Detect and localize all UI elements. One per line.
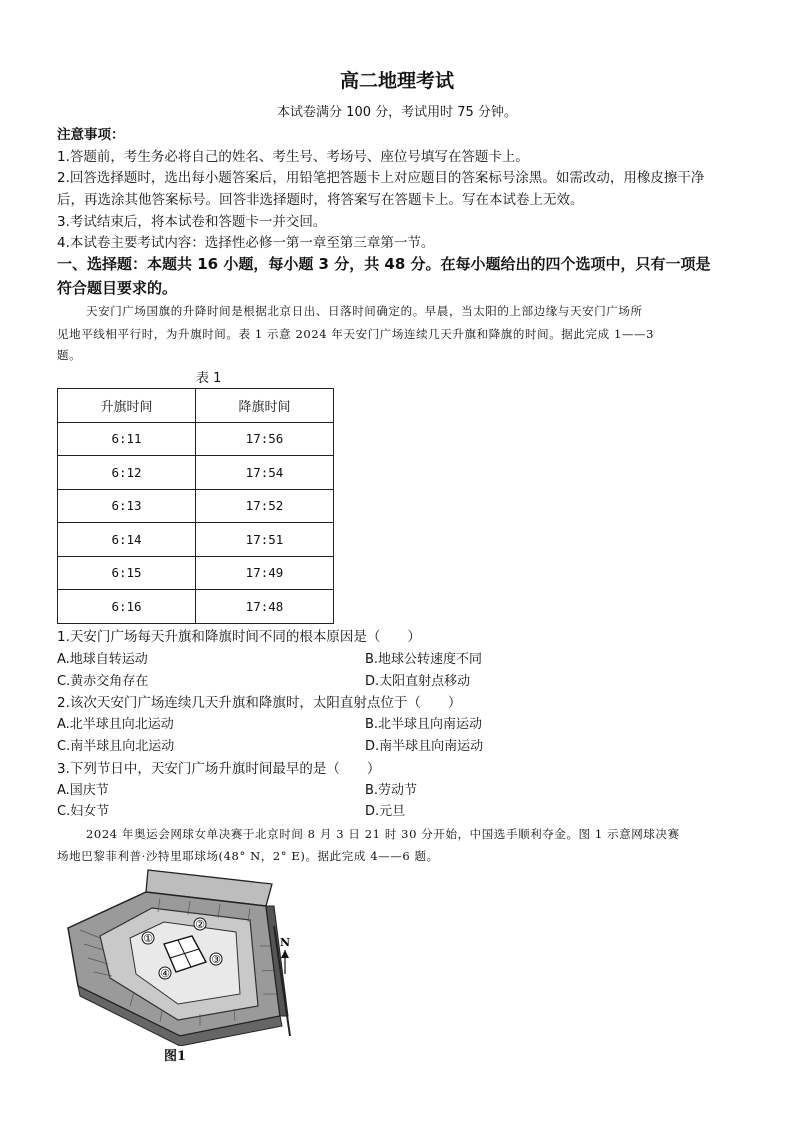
- exam-subtitle: 本试卷满分 100 分，考试用时 75 分钟。: [277, 105, 517, 120]
- question-stem: 3.下列节日中，天安门广场升旗时间最早的是（ ）: [57, 761, 381, 777]
- passage-line: 场地巴黎菲利普·沙特里耶球场(48° N，2° E)。据此完成 4——6 题。: [57, 849, 439, 863]
- question-option[interactable]: D.元旦: [365, 804, 406, 819]
- raise-time: 6:13: [58, 489, 196, 523]
- north-label: N: [279, 936, 291, 949]
- flag-time-table: [57, 388, 334, 624]
- table-row: [58, 556, 334, 590]
- marker-1: ①: [143, 932, 153, 945]
- question-option[interactable]: B.劳动节: [365, 783, 418, 798]
- passage-line: 题。: [57, 348, 82, 362]
- question-option[interactable]: A.北半球且向北运动: [57, 717, 174, 732]
- note-item: 4.本试卷主要考试内容：选择性必修一第一章至第三章第一节。: [57, 235, 435, 251]
- table-row: [58, 456, 334, 490]
- lower-time: 17:48: [196, 590, 334, 624]
- question-option[interactable]: B.地球公转速度不同: [365, 652, 483, 667]
- raise-time: 6:16: [58, 590, 196, 624]
- exam-title: 高二地理考试: [339, 70, 454, 92]
- note-item: 1.答题前，考生务必将自己的姓名、考生号、考场号、座位号填写在答题卡上。: [57, 149, 529, 165]
- section-heading: 一、选择题：本题共 16 小题，每小题 3 分，共 48 分。在每小题给出的四个选项中，只有一项是: [57, 255, 711, 273]
- lower-time: 17:56: [196, 422, 334, 456]
- question-stem: 2.该次天安门广场连续几天升旗和降旗时，太阳直射点位于（ ）: [57, 695, 462, 711]
- marker-3: ③: [211, 953, 221, 966]
- raise-time: 6:12: [58, 456, 196, 490]
- notes-heading: 注意事项：: [57, 127, 125, 143]
- lower-time: 17:54: [196, 456, 334, 490]
- question-option[interactable]: B.北半球且向南运动: [365, 717, 483, 732]
- question-option[interactable]: C.黄赤交角存在: [57, 674, 149, 689]
- section-heading-cont: 符合题目要求的。: [57, 279, 178, 297]
- marker-2: ②: [195, 918, 205, 931]
- lower-time: 17:51: [196, 523, 334, 557]
- question-option[interactable]: A.地球自转运动: [57, 652, 148, 667]
- table-row: [58, 489, 334, 523]
- table-caption: 表 1: [196, 371, 222, 386]
- stadium-figure: [60, 866, 310, 1046]
- lower-time: 17:52: [196, 489, 334, 523]
- table-header-row: [58, 389, 334, 423]
- column-header: 降旗时间: [196, 389, 334, 423]
- question-option[interactable]: D.南半球且向南运动: [365, 739, 484, 754]
- table-row: [58, 422, 334, 456]
- raise-time: 6:14: [58, 523, 196, 557]
- figure-caption: 图1: [164, 1049, 187, 1064]
- raise-time: 6:15: [58, 556, 196, 590]
- question-option[interactable]: C.南半球且向北运动: [57, 739, 175, 754]
- question-option[interactable]: A.国庆节: [57, 783, 109, 798]
- column-header: 升旗时间: [58, 389, 196, 423]
- marker-4: ④: [160, 967, 170, 980]
- passage-line: 天安门广场国旗的升降时间是根据北京日出、日落时间确定的。早晨，当太阳的上部边缘与天安门广场所: [86, 304, 643, 318]
- table-row: [58, 523, 334, 557]
- note-item: 2.回答选择题时，选出每小题答案后，用铅笔把答题卡上对应题目的答案标号涂黑。如需改动，用橡皮擦干净: [57, 170, 705, 186]
- raise-time: 6:11: [58, 422, 196, 456]
- question-option[interactable]: C.妇女节: [57, 804, 110, 819]
- passage-line: 2024 年奥运会网球女单决赛于北京时间 8 月 3 日 21 时 30 分开始，中国选手顺利夺金。图 1 示意网球决赛: [86, 827, 680, 841]
- lower-time: 17:49: [196, 556, 334, 590]
- question-stem: 1.天安门广场每天升旗和降旗时间不同的根本原因是（ ）: [57, 629, 421, 645]
- table-row: [58, 590, 334, 624]
- passage-line: 见地平线相平行时，为升旗时间。表 1 示意 2024 年天安门广场连续几天升旗和降旗的时间。据此完成 1——3: [57, 327, 654, 341]
- question-option[interactable]: D.太阳直射点移动: [365, 674, 471, 689]
- note-item: 3.考试结束后，将本试卷和答题卡一并交回。: [57, 214, 327, 230]
- note-item: 后，再选涂其他答案标号。回答非选择题时，将答案写在答题卡上。写在本试卷上无效。: [57, 192, 584, 208]
